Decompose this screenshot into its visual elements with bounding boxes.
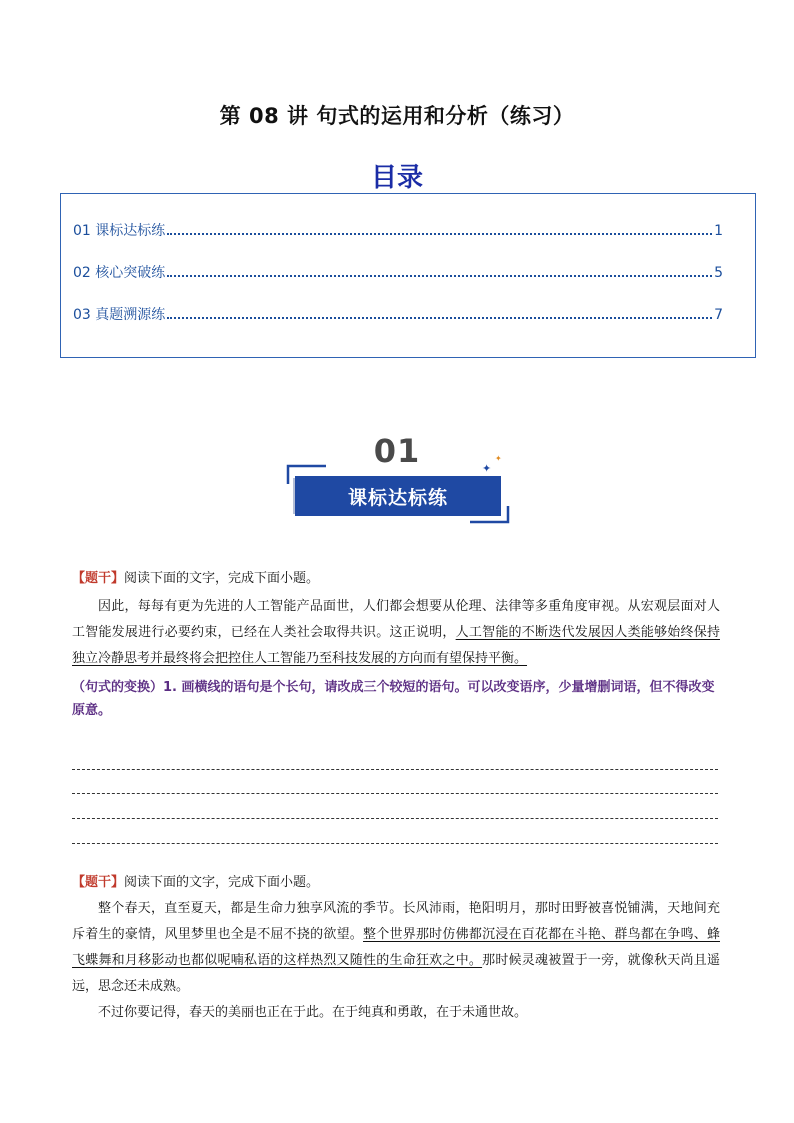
toc-item-2[interactable] xyxy=(73,262,723,282)
stem-tag: 【题干】 xyxy=(72,875,125,890)
answer-line[interactable] xyxy=(72,793,718,794)
sparkle-icon: ✦ xyxy=(482,462,492,475)
passage-text: 整个春天，直至夏天，都是生命力独享风流的季节。长风沛雨，艳阳明月，那时田野被喜悦铺满，天地间充斥着生的豪情，风里梦里也全是不屈不挠的欲望。 xyxy=(72,901,720,942)
toc-item-1[interactable] xyxy=(73,220,723,240)
sparkle-icon: ✦ xyxy=(495,454,502,463)
toc-item-label: 01 课标达标练 xyxy=(73,223,166,239)
stem-tag: 【题干】 xyxy=(72,571,125,586)
answer-line[interactable] xyxy=(72,843,718,844)
reading-passage xyxy=(72,594,720,672)
table-of-contents xyxy=(60,193,756,358)
question-prompt: （句式的变换）1. 画横线的语句是个长句，请改成三个较短的语句。可以改变语序，少量增删词语，但不得改变原意。 xyxy=(72,680,715,718)
section-title: 课标达标练 xyxy=(295,476,501,516)
answer-line[interactable] xyxy=(72,818,718,819)
toc-item-page: 7 xyxy=(714,307,723,323)
answer-line[interactable] xyxy=(72,769,718,770)
passage-text: 那时候灵魂被置于一旁，就像秋天尚且遥远，思念还未成熟。 xyxy=(72,953,720,994)
toc-item-label: 03 真题溯源练 xyxy=(73,307,166,323)
passage-text: 因此，每每有更为先进的人工智能产品面世，人们都会想要从伦理、法律等多重角度审视。从宏观层面对人工智能发展进行必要约束，已经在人类社会取得共识。这正说明， xyxy=(72,599,720,640)
question-stem xyxy=(72,569,319,589)
section-number: 01 xyxy=(373,432,421,470)
toc-leader-dots xyxy=(167,233,712,235)
toc-item-page: 1 xyxy=(714,223,723,239)
toc-leader-dots xyxy=(167,275,712,277)
reading-passage xyxy=(72,896,720,1026)
toc-item-label: 02 核心突破练 xyxy=(73,265,166,281)
toc-leader-dots xyxy=(167,317,712,319)
stem-text: 阅读下面的文字，完成下面小题。 xyxy=(124,571,320,586)
question-stem xyxy=(72,873,319,893)
toc-item-3[interactable] xyxy=(73,304,723,324)
underlined-sentence: 整个世界那时仿佛都沉浸在百花都在斗艳、群鸟都在争鸣、蜂飞蝶舞和月移影动也都似呢喃私语的这样热烈又随性的生命狂欢之中。 xyxy=(72,927,720,968)
toc-item-page: 5 xyxy=(714,265,723,281)
underlined-sentence: 人工智能的不断迭代发展因人类能够始终保持独立冷静思考并最终将会把控住人工智能乃至科技发展的方向而有望保持平衡。 xyxy=(72,625,720,666)
stem-text: 阅读下面的文字，完成下面小题。 xyxy=(124,875,320,890)
passage-text: 不过你要记得，春天的美丽也正在于此。在于纯真和勇敢，在于未通世故。 xyxy=(98,1005,528,1020)
page-title: 第 08 讲 句式的运用和分析（练习） xyxy=(219,104,575,128)
toc-heading: 目录 xyxy=(370,163,423,193)
